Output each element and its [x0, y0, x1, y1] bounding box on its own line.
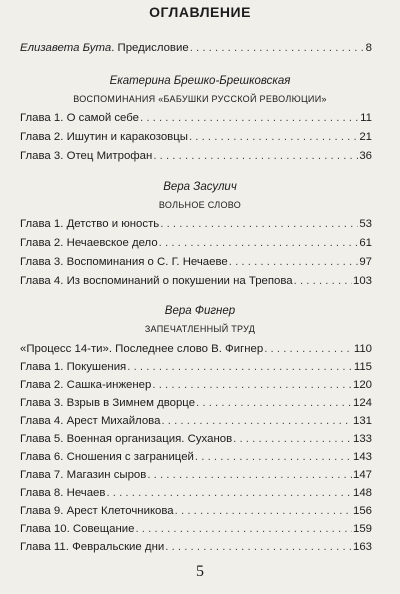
page-number: 53 — [359, 218, 372, 230]
entry-title: Глава 1. Детство и юность — [20, 218, 160, 230]
entry-title: Глава 3. Воспоминания о С. Г. Нечаеве — [20, 256, 228, 268]
entry-title: Глава 4. Из воспоминаний о покушении на Трепова — [20, 275, 293, 287]
entry-title: Глава 7. Магазин сыров — [20, 469, 147, 481]
page-number: 163 — [352, 541, 372, 553]
page-number: 97 — [359, 256, 372, 268]
dot-leader — [195, 451, 352, 463]
entry-title: «Процесс 14-ти». Последнее слово В. Фигнер — [20, 343, 264, 355]
page-number: 8 — [365, 42, 372, 54]
toc-entry — [20, 541, 372, 557]
dot-leader — [165, 541, 352, 553]
dot-leader — [159, 237, 359, 249]
dot-leader — [190, 42, 365, 54]
entry-title: Глава 2. Ишутин и каракозовцы — [20, 131, 188, 143]
section-work-title: ВОЛЬНОЕ СЛОВО — [158, 200, 242, 210]
page-number: 131 — [352, 415, 372, 427]
entry-title: Глава 1. О самой себе — [20, 112, 139, 124]
page-number: 143 — [352, 451, 372, 463]
dot-leader — [152, 379, 352, 391]
page-number: 36 — [359, 150, 372, 162]
dot-leader — [106, 487, 352, 499]
entry-title: Глава 3. Взрыв в Зимнем дворце — [20, 397, 196, 409]
dot-leader — [294, 275, 352, 287]
dot-leader — [196, 397, 352, 409]
dot-leader — [264, 343, 353, 355]
entry-title: Глава 8. Нечаев — [20, 487, 106, 499]
toc-entry — [20, 523, 372, 539]
entry-title: Глава 4. Арест Михайлова — [20, 415, 161, 427]
toc-entry — [20, 275, 372, 291]
toc-entry — [20, 256, 372, 272]
toc-entry — [20, 379, 372, 395]
toc-entry — [20, 415, 372, 431]
toc-entry — [20, 505, 372, 521]
dot-leader — [153, 150, 358, 162]
toc-entry-preface — [20, 42, 372, 58]
dot-leader — [229, 256, 359, 268]
dot-leader — [233, 433, 352, 445]
preface-title: . Предисловие — [111, 42, 189, 54]
page-number: 148 — [352, 487, 372, 499]
entry-title: Глава 1. Покушения — [20, 361, 127, 373]
section-author: Вера Засулич — [163, 181, 237, 193]
page-number: 110 — [353, 343, 372, 355]
toc-entry — [20, 361, 372, 377]
page-number: 103 — [352, 275, 372, 287]
dot-leader — [189, 131, 358, 143]
page-number: 147 — [352, 469, 372, 481]
toc-entry — [20, 433, 372, 449]
entry-title: Глава 2. Нечаевское дело — [20, 237, 158, 249]
entry-title: Глава 10. Совещание — [20, 523, 135, 535]
entry-title: Глава 6. Сношения с заграницей — [20, 451, 194, 463]
toc-entry — [20, 237, 372, 253]
page-number: 159 — [352, 523, 372, 535]
page-number: 156 — [352, 505, 372, 517]
dot-leader — [161, 415, 352, 427]
toc-entry — [20, 343, 372, 359]
page-title: ОГЛАВЛЕНИЕ — [149, 4, 251, 20]
entry-title: Глава 5. Военная организация. Суханов — [20, 433, 233, 445]
toc-entry — [20, 112, 372, 128]
toc-entry — [20, 397, 372, 413]
page-number: 11 — [360, 112, 372, 124]
page-number: 120 — [352, 379, 372, 391]
dot-leader — [135, 523, 352, 535]
dot-leader — [127, 361, 353, 373]
dot-leader — [147, 469, 352, 481]
entry-title: Глава 3. Отец Митрофан — [20, 150, 153, 162]
dot-leader — [175, 505, 352, 517]
toc-entry — [20, 469, 372, 485]
page-number: 124 — [352, 397, 372, 409]
section-author: Вера Фигнер — [164, 305, 236, 317]
toc-entry — [20, 487, 372, 503]
toc-entry — [20, 218, 372, 234]
section-author: Екатерина Брешко-Брешковская — [109, 75, 291, 87]
page-number: 21 — [359, 131, 372, 143]
page-number: 133 — [352, 433, 372, 445]
toc-entry — [20, 451, 372, 467]
dot-leader — [160, 218, 358, 230]
section-work-title: ВОСПОМИНАНИЯ «БАБУШКИ РУССКОЙ РЕВОЛЮЦИИ» — [73, 94, 327, 104]
entry-title: Глава 9. Арест Клеточникова — [20, 505, 174, 517]
page-number: 61 — [359, 237, 372, 249]
toc-entry — [20, 131, 372, 147]
entry-title: Глава 2. Сашка-инженер — [20, 379, 152, 391]
preface-author: Елизавета Бута — [20, 42, 112, 54]
section-work-title: ЗАПЕЧАТЛЕННЫЙ ТРУД — [144, 324, 256, 334]
page-number-footer: 5 — [196, 563, 204, 580]
toc-entry — [20, 150, 372, 166]
dot-leader — [140, 112, 359, 124]
page-number: 115 — [353, 361, 372, 373]
entry-title: Глава 11. Февральские дни — [20, 541, 165, 553]
